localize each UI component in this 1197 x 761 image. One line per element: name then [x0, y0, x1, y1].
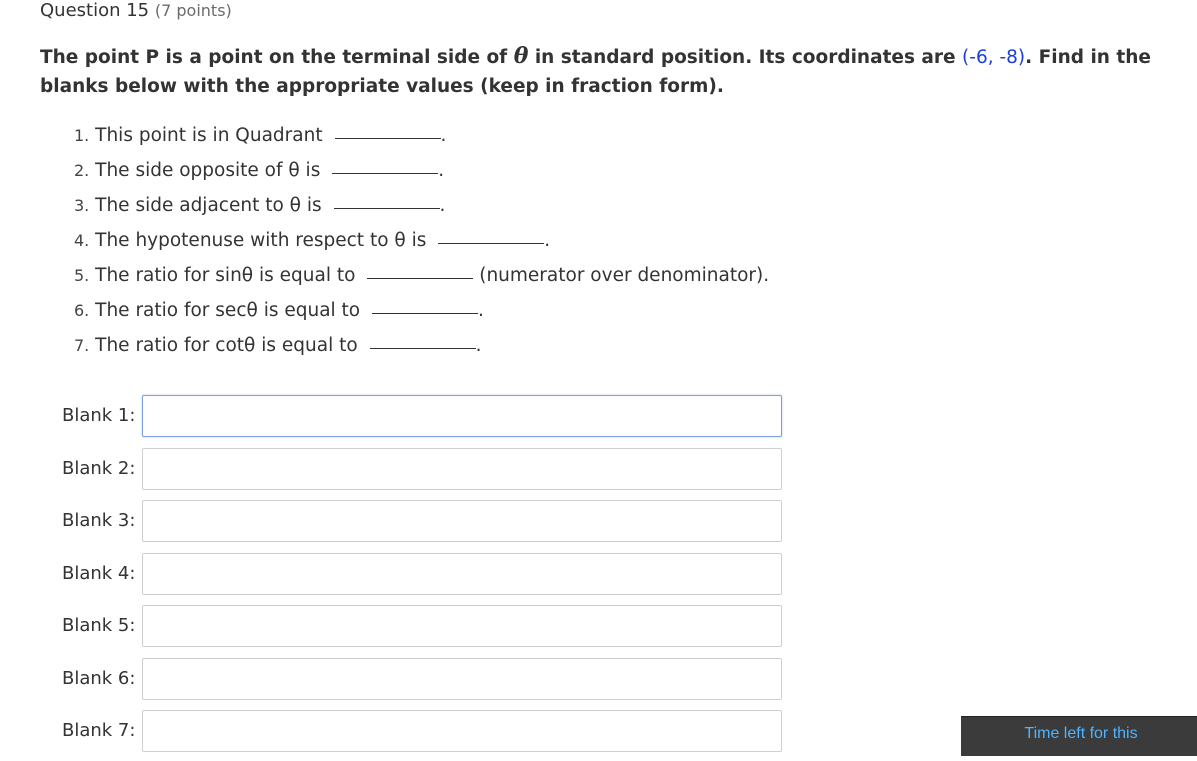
blank-label: Blank 6: — [62, 667, 136, 689]
list-item — [74, 153, 769, 188]
question-items-list — [74, 118, 769, 363]
item-suffix: . — [475, 335, 482, 356]
item-suffix: . — [478, 300, 484, 321]
blank-underline — [334, 208, 440, 209]
question-title: Question 15 — [40, 0, 150, 21]
item-number: 2. — [74, 161, 90, 180]
stem-text-1: The point P is a point on the terminal side of — [40, 47, 508, 68]
item-text: The ratio for cotθ is equal to — [95, 335, 358, 356]
item-number: 4. — [74, 231, 90, 250]
blank-label: Blank 1: — [62, 405, 136, 426]
item-number: 1. — [74, 126, 90, 145]
list-item — [74, 293, 769, 328]
blank-2-input[interactable] — [142, 448, 782, 490]
item-text: The ratio for secθ is equal to — [95, 300, 361, 321]
item-number: 7. — [74, 336, 90, 355]
item-text: The side opposite of θ is — [95, 160, 321, 181]
blank-4-input[interactable] — [142, 553, 782, 595]
list-item — [74, 223, 769, 258]
item-text: The side adjacent to θ is — [95, 195, 322, 216]
time-left-panel[interactable] — [961, 716, 1197, 756]
blank-underline — [335, 138, 441, 139]
stem-text-2: in standard position. Its coordinates are — [534, 47, 956, 68]
list-item — [74, 328, 769, 363]
item-suffix: . — [544, 230, 551, 251]
blank-underline — [372, 313, 478, 314]
item-suffix: (numerator over denominator). — [479, 265, 770, 286]
question-header — [40, 0, 232, 22]
blank-6-input[interactable] — [142, 658, 782, 700]
item-number: 5. — [74, 266, 90, 285]
list-item — [74, 188, 769, 223]
item-number: 3. — [74, 196, 90, 215]
question-stem — [40, 42, 1190, 101]
list-item — [74, 258, 769, 293]
point-coordinates: (-6, -8) — [962, 47, 1026, 68]
time-left-text: Time left for this — [1024, 725, 1138, 742]
item-suffix: . — [440, 125, 447, 146]
list-item — [74, 118, 769, 153]
blank-label: Blank 4: — [62, 562, 136, 584]
blank-underline — [370, 348, 476, 349]
blank-label: Blank 3: — [62, 510, 136, 531]
item-text: The ratio for sinθ is equal to — [95, 265, 356, 286]
blank-label: Blank 7: — [62, 720, 136, 741]
item-suffix: . — [439, 195, 446, 216]
item-number: 6. — [74, 301, 90, 320]
blank-label: Blank 2: — [62, 457, 136, 479]
blank-underline — [367, 278, 473, 279]
blank-underline — [332, 173, 438, 174]
theta-symbol: θ — [513, 43, 529, 69]
stem-text-3: . Find in the blanks below with the appropriate values (keep in fraction form). — [40, 47, 1151, 97]
blank-label: Blank 5: — [62, 615, 136, 636]
blank-1-input[interactable] — [142, 395, 782, 437]
item-suffix: . — [438, 160, 445, 181]
blank-3-input[interactable] — [142, 500, 782, 542]
blank-7-input[interactable] — [142, 710, 782, 752]
blank-underline — [438, 243, 544, 244]
item-text: The hypotenuse with respect to θ is — [95, 230, 427, 251]
blank-5-input[interactable] — [142, 605, 782, 647]
item-text: This point is in Quadrant — [95, 125, 323, 146]
question-points: (7 points) — [154, 1, 232, 20]
